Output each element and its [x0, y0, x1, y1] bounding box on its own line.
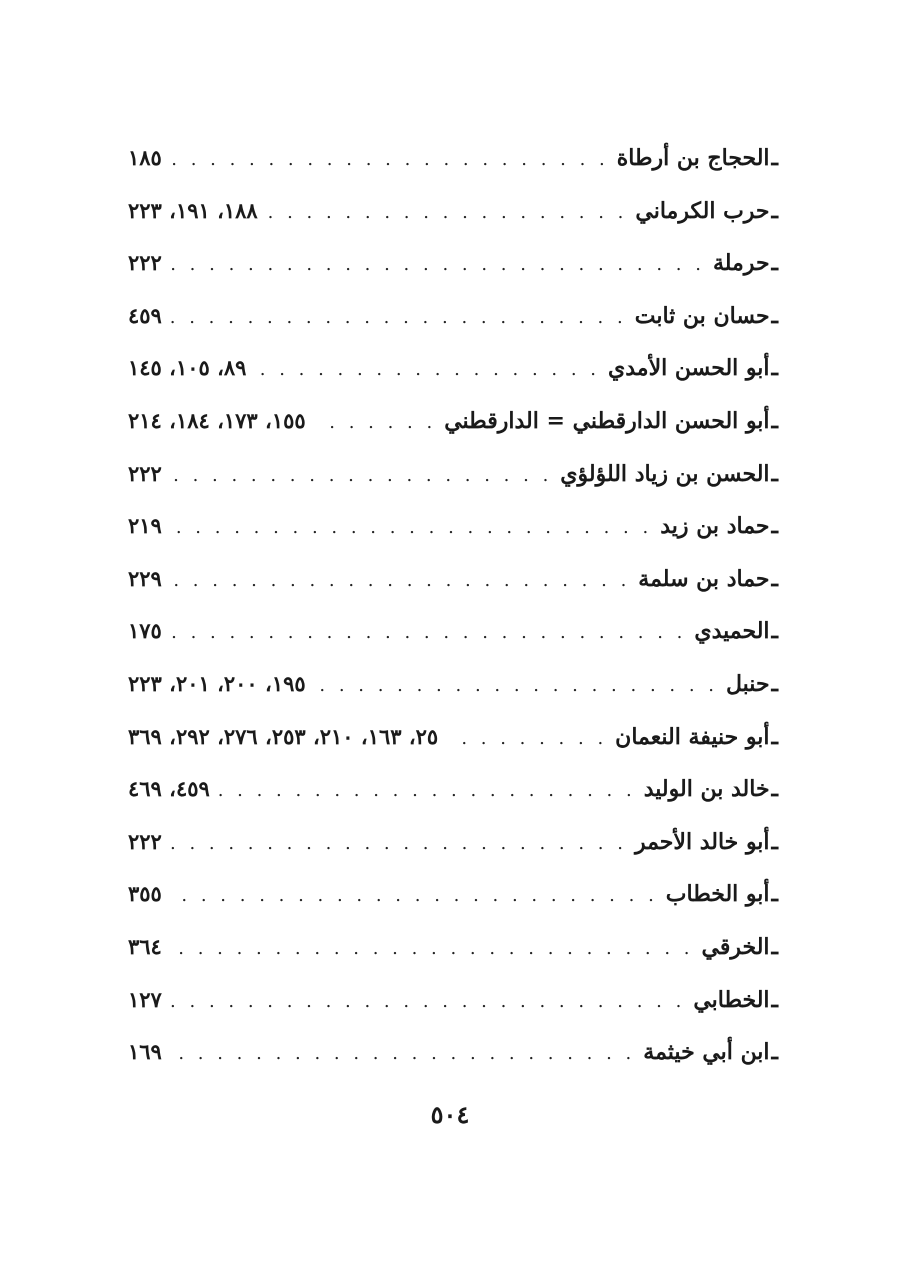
dot-leader: [170, 292, 627, 345]
dot-leader: [170, 134, 609, 187]
dot-leader: [170, 450, 552, 503]
index-entry: [128, 500, 778, 553]
dot-leader: [170, 976, 685, 1029]
entry-dash: ـ: [771, 723, 778, 750]
entry-dash: ـ: [771, 513, 778, 540]
entry-pages: ٢٥، ١٦٣، ٢١٠، ٢٥٣، ٢٧٦، ٢٩٢، ٣٦٩: [128, 723, 439, 749]
entry-name: أبو الحسن الدارقطني = الدارقطني: [444, 407, 770, 434]
index-entry: [128, 395, 778, 448]
entry-dash: ـ: [771, 776, 778, 803]
index-entry: [128, 868, 778, 921]
entry-pages: ٣٦٤: [128, 933, 162, 959]
entry-dash: ـ: [771, 1039, 778, 1066]
entry-pages: ١٢٧: [128, 986, 162, 1012]
entry-name: خالد بن الوليد: [643, 776, 770, 803]
entry-pages: ١٥٥، ١٧٣، ١٨٤، ٢١٤: [128, 407, 306, 433]
entry-pages: ٣٥٥: [128, 881, 162, 907]
entry-pages: ١٧٥: [128, 618, 162, 644]
dot-leader: [314, 660, 718, 713]
entry-dash: ـ: [771, 197, 778, 224]
entry-pages: ٨٩، ١٠٥، ١٤٥: [128, 355, 247, 381]
index-entry: [128, 132, 778, 185]
entry-pages: ٤٥٩، ٤٦٩: [128, 776, 210, 802]
entry-name: حرب الكرماني: [635, 197, 770, 224]
index-entry: [128, 605, 778, 658]
index-entry: [128, 553, 778, 606]
index-entry: [128, 921, 778, 974]
dot-leader: [314, 397, 437, 450]
entry-pages: ٢٢٩: [128, 565, 162, 591]
entry-name: حسان بن ثابت: [634, 302, 770, 329]
entry-pages: ٤٥٩: [128, 302, 162, 328]
entry-pages: ٢٢٢: [128, 460, 162, 486]
entry-dash: ـ: [771, 881, 778, 908]
entry-name: الحميدي: [694, 618, 770, 645]
names-index-list: [128, 132, 778, 1079]
dot-leader: [170, 923, 694, 976]
entry-dash: ـ: [771, 670, 778, 697]
entry-name: أبو حنيفة النعمان: [615, 723, 770, 750]
entry-dash: ـ: [771, 565, 778, 592]
entry-name: الخرقي: [701, 933, 770, 960]
entry-name: حماد بن زيد: [660, 513, 770, 540]
index-entry: [128, 1026, 778, 1079]
entry-name: الحسن بن زياد اللؤلؤي: [560, 460, 770, 487]
entry-name: أبو خالد الأحمر: [634, 828, 770, 855]
dot-leader: [170, 502, 652, 555]
entry-name: حرملة: [712, 250, 770, 277]
index-entry: [128, 237, 778, 290]
entry-name: الخطابي: [693, 986, 770, 1013]
dot-leader: [254, 344, 600, 397]
dot-leader: [218, 765, 636, 818]
entry-dash: ـ: [771, 407, 778, 434]
index-entry: [128, 290, 778, 343]
page-number: ٥٠٤: [430, 1100, 470, 1129]
entry-dash: ـ: [771, 460, 778, 487]
entry-dash: ـ: [771, 986, 778, 1013]
entry-dash: ـ: [771, 355, 778, 382]
entry-name: ابن أبي خيثمة: [643, 1039, 770, 1066]
index-entry: [128, 816, 778, 869]
entry-pages: ١٦٩: [128, 1039, 162, 1065]
dot-leader: [170, 239, 705, 292]
index-entry: [128, 711, 778, 764]
entry-dash: ـ: [771, 302, 778, 329]
entry-dash: ـ: [771, 145, 778, 171]
entry-pages: ٢٢٢: [128, 828, 162, 854]
index-entry: [128, 185, 778, 238]
dot-leader: [170, 555, 630, 608]
entry-dash: ـ: [771, 828, 778, 855]
entry-name: حنبل: [726, 670, 770, 697]
entry-name: الحجاج بن أرطاة: [616, 145, 770, 171]
entry-pages: ١٨٥: [128, 145, 162, 170]
entry-dash: ـ: [771, 618, 778, 645]
entry-dash: ـ: [771, 250, 778, 277]
entry-pages: ١٨٨، ١٩١، ٢٢٣: [128, 197, 258, 223]
entry-name: أبو الخطاب: [665, 881, 770, 908]
entry-pages: ٢١٩: [128, 513, 162, 539]
entry-name: حماد بن سلمة: [638, 565, 770, 592]
index-entry: [128, 448, 778, 501]
index-entry: [128, 763, 778, 816]
index-entry: [128, 658, 778, 711]
dot-leader: [266, 187, 628, 240]
dot-leader: [170, 607, 687, 660]
dot-leader: [170, 1028, 635, 1081]
entry-pages: ٢٢٢: [128, 250, 162, 276]
entry-name: أبو الحسن الأمدي: [608, 355, 770, 382]
index-entry: [128, 342, 778, 395]
dot-leader: [170, 870, 658, 923]
index-entry: [128, 974, 778, 1027]
entry-pages: ١٩٥، ٢٠٠، ٢٠١، ٢٢٣: [128, 670, 306, 696]
dot-leader: [446, 713, 607, 766]
dot-leader: [170, 818, 627, 871]
entry-dash: ـ: [771, 933, 778, 960]
